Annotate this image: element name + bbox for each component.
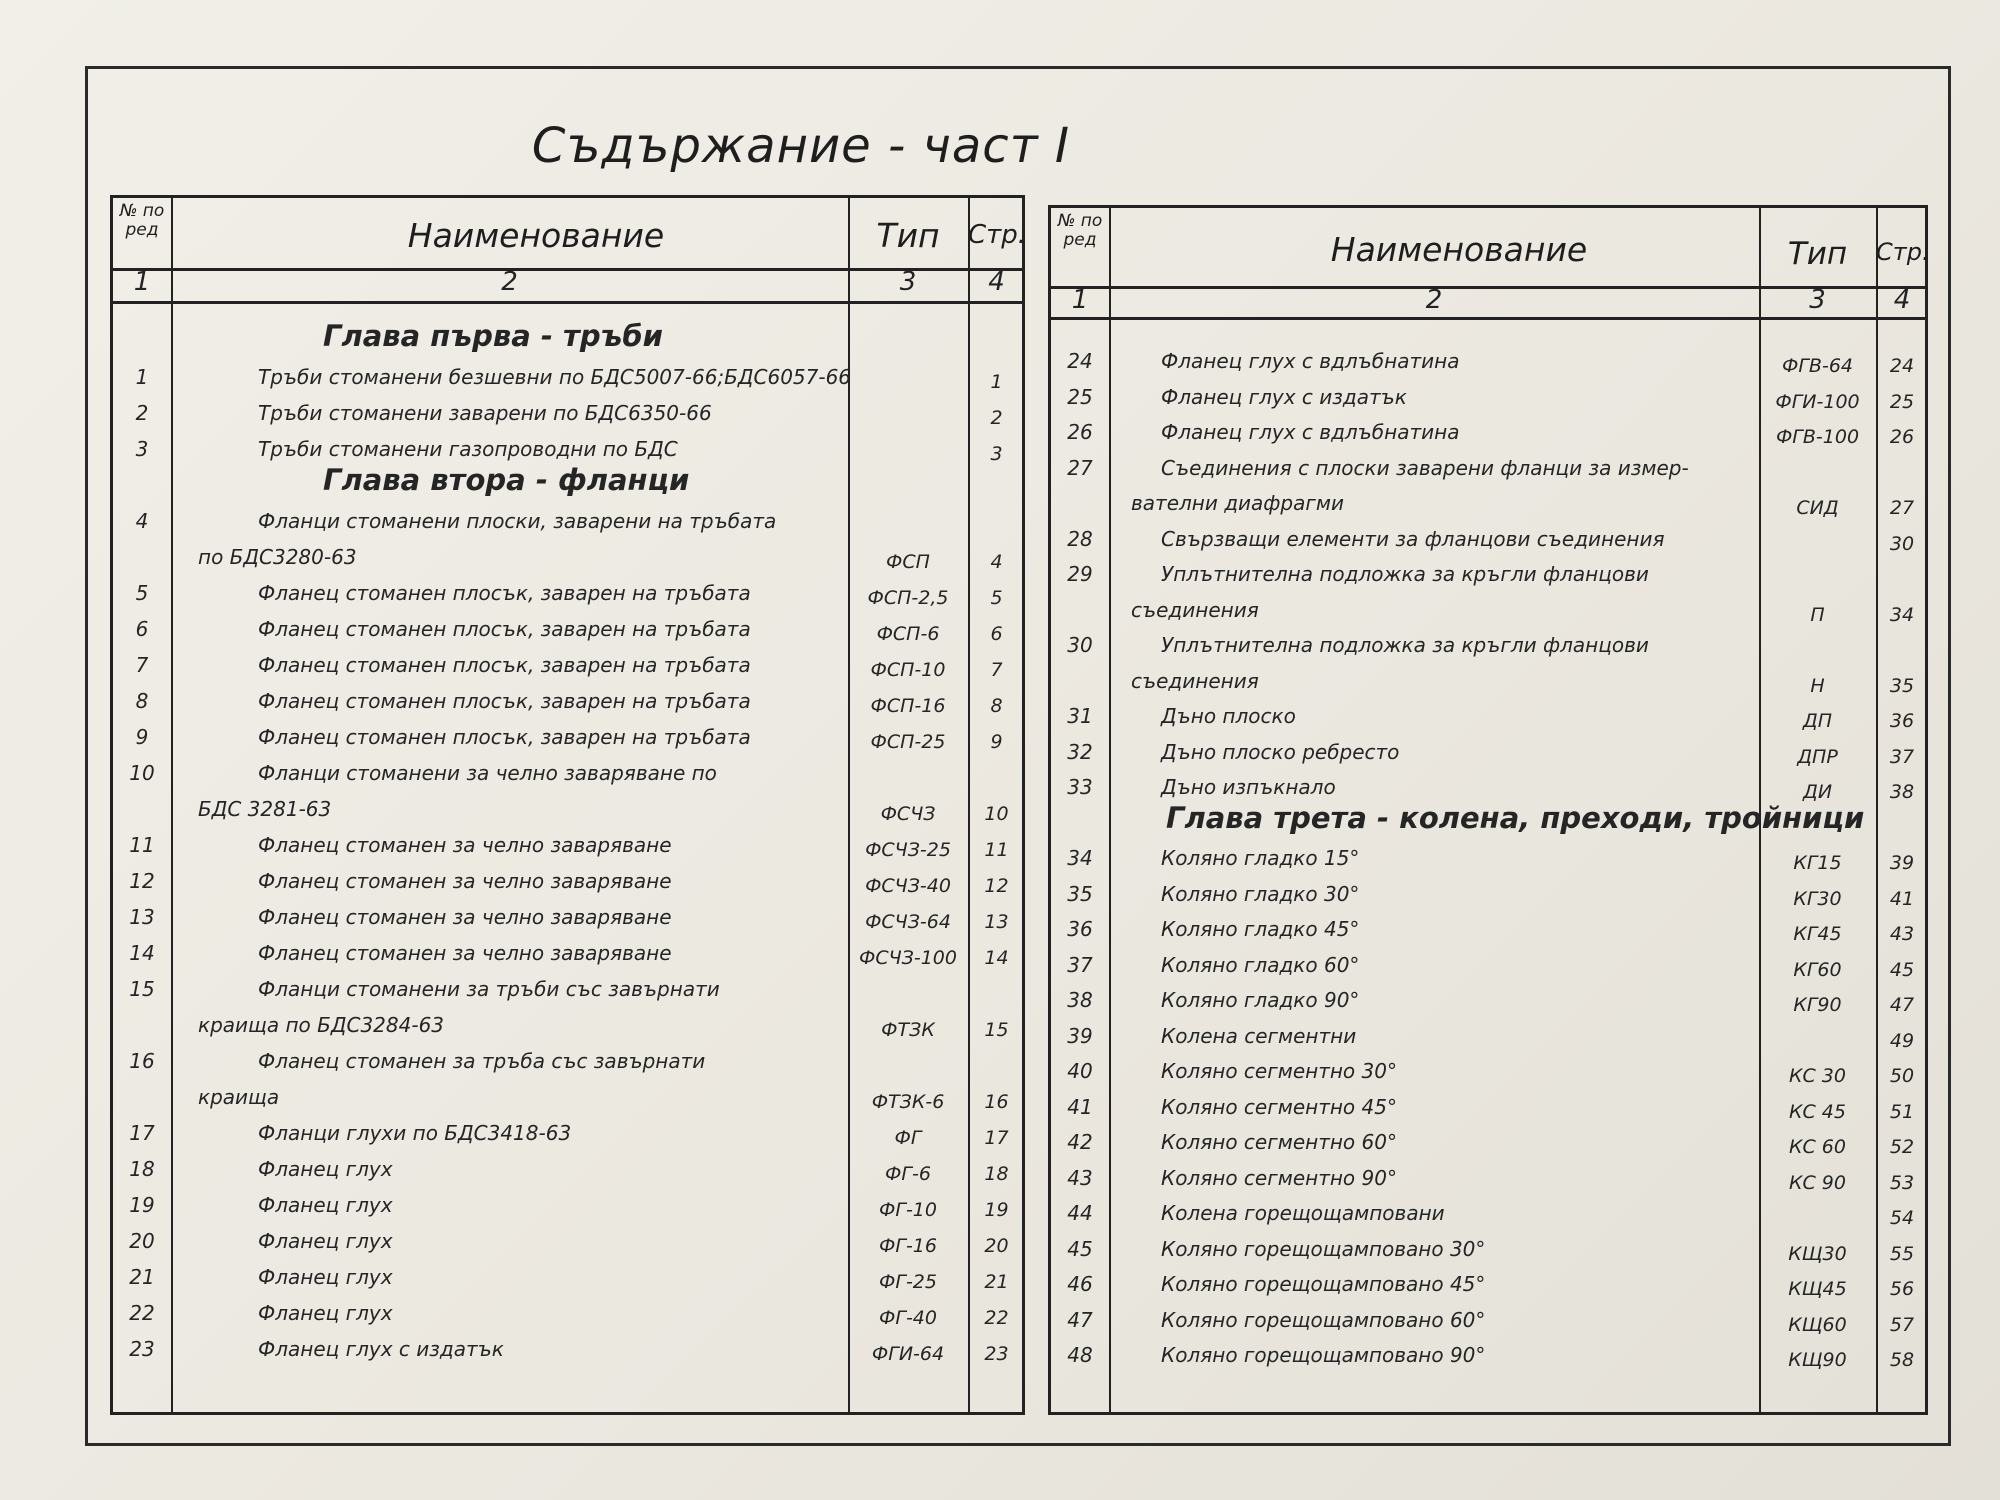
table-row xyxy=(113,757,1022,793)
header-page: Стр. xyxy=(968,220,1027,250)
row-number: 8 xyxy=(135,689,149,713)
row-name: Дъно плоско xyxy=(1161,704,1296,728)
row-name: Свързващи елементи за фланцови съединения xyxy=(1161,526,1665,551)
row-type: КГ45 xyxy=(1793,923,1842,945)
row-name: Фланец стоманен за челно заваряване xyxy=(258,905,672,929)
table-header xyxy=(113,195,1027,271)
row-name: Коляно горещощамповано 90° xyxy=(1161,1343,1486,1367)
row-number: 12 xyxy=(129,869,155,893)
row-number: 9 xyxy=(135,725,149,749)
row-type: СИД xyxy=(1796,497,1839,519)
row-name: Коляно горещощамповано 45° xyxy=(1161,1272,1486,1296)
row-type: ДП xyxy=(1802,710,1833,732)
col-number-3: 3 xyxy=(1809,285,1826,315)
row-number: 18 xyxy=(129,1157,155,1181)
table-row xyxy=(1051,878,1925,914)
row-page: 15 xyxy=(984,1019,1009,1041)
row-page: 41 xyxy=(1889,887,1915,910)
row-type: ФСП xyxy=(886,551,930,573)
row-number: 28 xyxy=(1067,526,1093,551)
row-type: КС 30 xyxy=(1789,1065,1846,1087)
row-page: 57 xyxy=(1889,1313,1915,1336)
row-type: ФТЗК-6 xyxy=(871,1091,945,1113)
col-number-1: 1 xyxy=(1071,285,1089,315)
row-name: Дъно плоско ребресто xyxy=(1161,739,1400,764)
row-name: Колена горещощамповани xyxy=(1161,1201,1445,1225)
table-row xyxy=(1051,949,1925,985)
row-page: 56 xyxy=(1889,1278,1915,1300)
row-name: Фланец глух xyxy=(258,1157,393,1181)
table-row xyxy=(1051,1339,1925,1375)
row-name: Фланци стоманени за челно заваряване по xyxy=(258,761,717,785)
table-row xyxy=(113,1333,1022,1369)
table-row xyxy=(113,397,1022,433)
row-page: 52 xyxy=(1889,1136,1915,1158)
row-name: Фланец глух xyxy=(258,1301,393,1325)
row-name: Фланец глух с вдлъбнатина xyxy=(1161,349,1460,373)
row-number: 1 xyxy=(135,365,149,389)
row-type: ФГ-40 xyxy=(879,1307,937,1329)
row-name: Коляно горещощамповано 30° xyxy=(1161,1236,1486,1261)
row-name: Колена сегментни xyxy=(1161,1023,1357,1048)
row-page: 10 xyxy=(984,803,1009,825)
row-page: 21 xyxy=(984,1271,1009,1293)
row-page: 23 xyxy=(984,1343,1009,1365)
row-page: 25 xyxy=(1889,390,1915,413)
row-number: 46 xyxy=(1067,1272,1093,1296)
row-name: Тръби стоманени заварени по БДС6350-66 xyxy=(258,401,712,425)
row-number: 4 xyxy=(135,509,149,533)
row-type: ФГВ-64 xyxy=(1781,355,1853,377)
row-number: 39 xyxy=(1067,1023,1093,1048)
table-row xyxy=(113,1153,1022,1189)
row-number: 26 xyxy=(1067,420,1093,444)
header-type: Тип xyxy=(876,216,940,255)
row-name: Уплътнителна подложка за кръгли фланцови xyxy=(1161,562,1649,586)
table-row xyxy=(1051,1197,1925,1233)
row-number: 16 xyxy=(129,1049,155,1073)
row-name: Фланец глух с издатък xyxy=(1161,384,1407,409)
row-name: Фланец стоманен за челно заваряване xyxy=(258,941,672,965)
table-row xyxy=(1051,1091,1925,1127)
chapter-title: Глава трета - колена, преходи, тройници xyxy=(1166,800,1865,835)
chapter-title: Глава първа - тръби xyxy=(323,319,663,353)
row-number: 36 xyxy=(1067,917,1093,941)
table-row xyxy=(1051,736,1925,772)
table-row xyxy=(1051,558,1925,594)
row-page: 8 xyxy=(990,695,1003,717)
row-number: 25 xyxy=(1067,384,1093,409)
row-name: краища xyxy=(198,1085,280,1109)
row-page: 38 xyxy=(1889,781,1915,803)
table-row xyxy=(113,505,1022,541)
row-page: 22 xyxy=(984,1307,1009,1329)
row-number: 20 xyxy=(129,1229,155,1253)
table-row xyxy=(113,577,1022,613)
row-type: ФСП-25 xyxy=(870,731,946,753)
row-page: 37 xyxy=(1889,745,1915,768)
row-type: ФГ xyxy=(894,1127,922,1149)
row-page: 2 xyxy=(990,407,1003,429)
row-name: Фланец стоманен за челно заваряване xyxy=(258,869,672,893)
row-number: 3 xyxy=(135,437,149,461)
row-name: Фланец глух xyxy=(258,1193,393,1217)
row-page: 18 xyxy=(984,1163,1009,1185)
table-row xyxy=(113,1297,1022,1333)
table-row xyxy=(1051,1304,1925,1340)
table-row xyxy=(113,1261,1022,1297)
row-number: 23 xyxy=(129,1337,155,1361)
row-name: съединения xyxy=(1131,597,1259,622)
row-page: 1 xyxy=(990,371,1003,393)
table-row xyxy=(1051,381,1925,417)
row-number: 48 xyxy=(1067,1343,1093,1367)
row-type: ФСП-2,5 xyxy=(867,587,949,609)
row-page: 53 xyxy=(1889,1171,1915,1194)
row-name: Фланец стоманен за тръба със завърнати xyxy=(258,1049,706,1073)
row-page: 24 xyxy=(1889,355,1915,377)
table-row xyxy=(113,685,1022,721)
row-page: 58 xyxy=(1889,1349,1915,1371)
table-row xyxy=(1051,1162,1925,1198)
row-number: 14 xyxy=(129,941,155,965)
header-type: Тип xyxy=(1787,236,1848,272)
row-type: ДПР xyxy=(1797,745,1838,768)
header-no: № по ред xyxy=(1057,211,1103,250)
table-row xyxy=(113,829,1022,865)
row-name: Коляно сегментно 45° xyxy=(1161,1094,1397,1119)
row-number: 37 xyxy=(1067,952,1093,977)
row-page: 54 xyxy=(1889,1207,1915,1229)
row-name: Фланец глух xyxy=(258,1265,393,1289)
row-name: Тръби стоманени безшевни по БДС5007-66;БДС6057-66 xyxy=(258,365,852,389)
row-type: ФСЧЗ xyxy=(880,803,936,825)
table-row xyxy=(113,1009,1022,1045)
row-page: 9 xyxy=(990,731,1003,753)
row-page: 16 xyxy=(984,1091,1009,1113)
row-number: 38 xyxy=(1067,988,1093,1012)
row-number: 15 xyxy=(129,977,155,1001)
row-type: ФГ-10 xyxy=(879,1199,937,1221)
col-number-2: 2 xyxy=(1425,285,1443,315)
row-type: ФГИ-64 xyxy=(871,1343,945,1365)
table-row xyxy=(1051,700,1925,736)
table-row xyxy=(113,1117,1022,1153)
row-type: ФСП-10 xyxy=(870,659,946,681)
contents-table-right xyxy=(1048,205,1928,1415)
row-type: ФТЗК xyxy=(881,1019,935,1041)
row-name: Коляно сегментно 60° xyxy=(1161,1130,1397,1154)
table-row xyxy=(1051,629,1925,665)
row-type: ФГИ-100 xyxy=(1775,390,1860,413)
row-name: Коляно гладко 15° xyxy=(1161,846,1360,870)
row-name: Фланци глухи по БДС3418-63 xyxy=(258,1121,572,1145)
table-row xyxy=(113,793,1022,829)
row-type: ФГ-16 xyxy=(879,1235,937,1257)
row-name: Фланец стоманен за челно заваряване xyxy=(258,833,672,857)
col-number-2: 2 xyxy=(501,267,518,297)
table-row xyxy=(113,865,1022,901)
row-number: 34 xyxy=(1067,846,1093,870)
row-name: Фланец стоманен плосък, заварен на тръбата xyxy=(258,653,751,677)
table-row xyxy=(113,1081,1022,1117)
row-name: по БДС3280-63 xyxy=(198,545,357,569)
row-number: 43 xyxy=(1067,1165,1093,1190)
table-row xyxy=(1051,452,1925,488)
row-name: Коляно гладко 60° xyxy=(1161,952,1360,977)
row-number: 24 xyxy=(1067,349,1093,373)
row-page: 55 xyxy=(1889,1242,1915,1265)
row-number: 19 xyxy=(129,1193,155,1217)
row-type: КЩ30 xyxy=(1788,1242,1847,1265)
row-number: 35 xyxy=(1067,881,1093,906)
row-type: КГ60 xyxy=(1793,958,1842,981)
table-row xyxy=(1051,523,1925,559)
row-number: 31 xyxy=(1067,704,1093,728)
col-number-1: 1 xyxy=(133,267,151,297)
row-page: 36 xyxy=(1889,710,1915,732)
row-name: Коляно гладко 45° xyxy=(1161,917,1360,941)
row-page: 6 xyxy=(990,623,1003,645)
row-number: 40 xyxy=(1067,1059,1093,1083)
row-number: 47 xyxy=(1067,1307,1093,1332)
row-name: Коляно гладко 90° xyxy=(1161,988,1360,1012)
row-page: 26 xyxy=(1889,426,1915,448)
row-type: КЩ90 xyxy=(1788,1349,1847,1371)
table-row xyxy=(1051,1020,1925,1056)
row-type: П xyxy=(1810,603,1825,626)
row-name: Уплътнителна подложка за кръгли фланцови xyxy=(1161,633,1649,657)
table-row xyxy=(113,973,1022,1009)
table-row xyxy=(113,1189,1022,1225)
table-row xyxy=(113,721,1022,757)
row-page: 20 xyxy=(984,1235,1009,1257)
row-number: 13 xyxy=(129,905,155,929)
row-number: 5 xyxy=(135,581,149,605)
table-row xyxy=(1051,487,1925,523)
row-type: КС 45 xyxy=(1789,1100,1846,1123)
header-no: № по ред xyxy=(119,201,165,240)
table-row xyxy=(113,541,1022,577)
row-page: 4 xyxy=(990,551,1003,573)
row-name: Фланци стоманени за тръби със завърнати xyxy=(258,977,720,1001)
table-row xyxy=(1051,1055,1925,1091)
row-type: ФГВ-100 xyxy=(1775,426,1860,448)
row-name: краища по БДС3284-63 xyxy=(198,1013,445,1037)
row-type: ФСЧЗ-64 xyxy=(865,911,951,933)
table-row xyxy=(113,613,1022,649)
chapter-title: Глава втора - фланци xyxy=(323,463,690,497)
row-name: Фланец глух с издатък xyxy=(258,1337,504,1361)
row-type: КГ30 xyxy=(1793,887,1842,910)
table-row xyxy=(1051,594,1925,630)
header-name: Наименование xyxy=(407,216,665,255)
row-name: Фланци стоманени плоски, заварени на тръбата xyxy=(258,509,777,533)
row-page: 34 xyxy=(1889,603,1915,626)
table-row xyxy=(1051,1268,1925,1304)
row-page: 27 xyxy=(1889,497,1915,519)
row-type: КГ15 xyxy=(1793,852,1842,874)
row-name: Фланец стоманен плосък, заварен на тръбата xyxy=(258,617,751,641)
row-number: 41 xyxy=(1067,1094,1093,1119)
row-number: 44 xyxy=(1067,1201,1093,1225)
row-page: 17 xyxy=(984,1127,1009,1149)
row-number: 7 xyxy=(135,653,149,677)
row-page: 7 xyxy=(990,659,1003,681)
row-type: КС 90 xyxy=(1789,1171,1846,1194)
row-page: 51 xyxy=(1889,1100,1915,1123)
row-number: 11 xyxy=(129,833,155,857)
chapter-heading-row xyxy=(113,319,1022,359)
chapter-heading-row xyxy=(113,463,1022,503)
row-type: КГ90 xyxy=(1793,994,1842,1016)
row-number: 30 xyxy=(1067,633,1093,657)
row-page: 43 xyxy=(1889,923,1915,945)
row-name: Фланец глух xyxy=(258,1229,393,1253)
row-number: 6 xyxy=(135,617,149,641)
row-name: съединения xyxy=(1131,668,1259,693)
page-title: Съдържание - част I xyxy=(531,118,1071,174)
column-number-row xyxy=(113,265,1022,304)
column-number-row xyxy=(1051,283,1925,320)
row-type: ФСП-6 xyxy=(876,623,940,645)
table-row xyxy=(113,901,1022,937)
col-number-4: 4 xyxy=(1893,285,1911,315)
row-type: ФГ-25 xyxy=(879,1271,937,1293)
row-page: 11 xyxy=(984,839,1009,861)
table-row xyxy=(113,361,1022,397)
chapter-heading-row xyxy=(1051,800,1925,841)
row-page: 13 xyxy=(984,911,1009,933)
row-page: 39 xyxy=(1889,852,1915,874)
row-name: Съединения с плоски заварени фланци за измер- xyxy=(1161,455,1689,480)
row-name: Фланец стоманен плосък, заварен на тръбата xyxy=(258,581,751,605)
row-page: 50 xyxy=(1889,1065,1915,1087)
table-row xyxy=(113,937,1022,973)
row-number: 29 xyxy=(1067,562,1093,586)
table-row xyxy=(1051,842,1925,878)
row-name: БДС 3281-63 xyxy=(198,797,332,821)
row-page: 47 xyxy=(1889,994,1915,1016)
row-number: 33 xyxy=(1067,775,1093,799)
row-name: Коляно горещощамповано 60° xyxy=(1161,1307,1486,1332)
contents-table-left xyxy=(110,195,1025,1415)
row-type: ФСЧЗ-100 xyxy=(859,947,957,969)
table-row xyxy=(113,1045,1022,1081)
row-page: 19 xyxy=(984,1199,1009,1221)
row-number: 2 xyxy=(135,401,149,425)
row-name: Фланец стоманен плосък, заварен на тръбата xyxy=(258,725,751,749)
row-page: 49 xyxy=(1889,1029,1915,1052)
row-page: 30 xyxy=(1889,532,1915,555)
table-row xyxy=(113,1225,1022,1261)
table-row xyxy=(1051,345,1925,381)
row-type: ФГ-6 xyxy=(885,1163,931,1185)
row-page: 35 xyxy=(1889,674,1915,697)
col-number-4: 4 xyxy=(988,267,1005,297)
table-row xyxy=(1051,1233,1925,1269)
row-type: КЩ45 xyxy=(1788,1278,1847,1300)
row-type: ФСЧЗ-40 xyxy=(865,875,951,897)
row-page: 3 xyxy=(990,443,1003,465)
table-row xyxy=(1051,665,1925,701)
row-number: 32 xyxy=(1067,739,1093,764)
header-page: Стр. xyxy=(1876,238,1930,266)
row-name: Фланец стоманен плосък, заварен на тръбата xyxy=(258,689,751,713)
row-number: 27 xyxy=(1067,455,1093,480)
row-number: 42 xyxy=(1067,1130,1093,1154)
row-number: 21 xyxy=(129,1265,155,1289)
row-type: КС 60 xyxy=(1789,1136,1846,1158)
table-row xyxy=(1051,913,1925,949)
row-name: вателни диафрагми xyxy=(1131,491,1344,515)
row-type: КЩ60 xyxy=(1788,1313,1847,1336)
row-name: Коляно сегментно 30° xyxy=(1161,1059,1397,1083)
row-name: Коляно гладко 30° xyxy=(1161,881,1360,906)
table-row xyxy=(113,649,1022,685)
header-name: Наименование xyxy=(1330,230,1588,269)
row-type: ФСЧЗ-25 xyxy=(865,839,951,861)
row-type: ФСП-16 xyxy=(870,695,946,717)
row-type: ДИ xyxy=(1802,781,1833,803)
row-name: Фланец глух с вдлъбнатина xyxy=(1161,420,1460,444)
row-name: Тръби стоманени газопроводни по БДС xyxy=(258,437,678,461)
row-name: Дъно изпъкнало xyxy=(1161,775,1336,799)
row-page: 5 xyxy=(990,587,1003,609)
row-type: Н xyxy=(1810,674,1825,697)
row-number: 22 xyxy=(129,1301,155,1325)
row-number: 17 xyxy=(129,1121,155,1145)
row-page: 45 xyxy=(1889,958,1915,981)
row-number: 10 xyxy=(129,761,155,785)
table-header xyxy=(1051,205,1930,289)
table-row xyxy=(1051,984,1925,1020)
table-row xyxy=(1051,1126,1925,1162)
row-name: Коляно сегментно 90° xyxy=(1161,1165,1397,1190)
table-row xyxy=(1051,416,1925,452)
col-number-3: 3 xyxy=(899,267,917,297)
row-page: 14 xyxy=(984,947,1009,969)
row-number: 45 xyxy=(1067,1236,1093,1261)
row-page: 12 xyxy=(984,875,1009,897)
